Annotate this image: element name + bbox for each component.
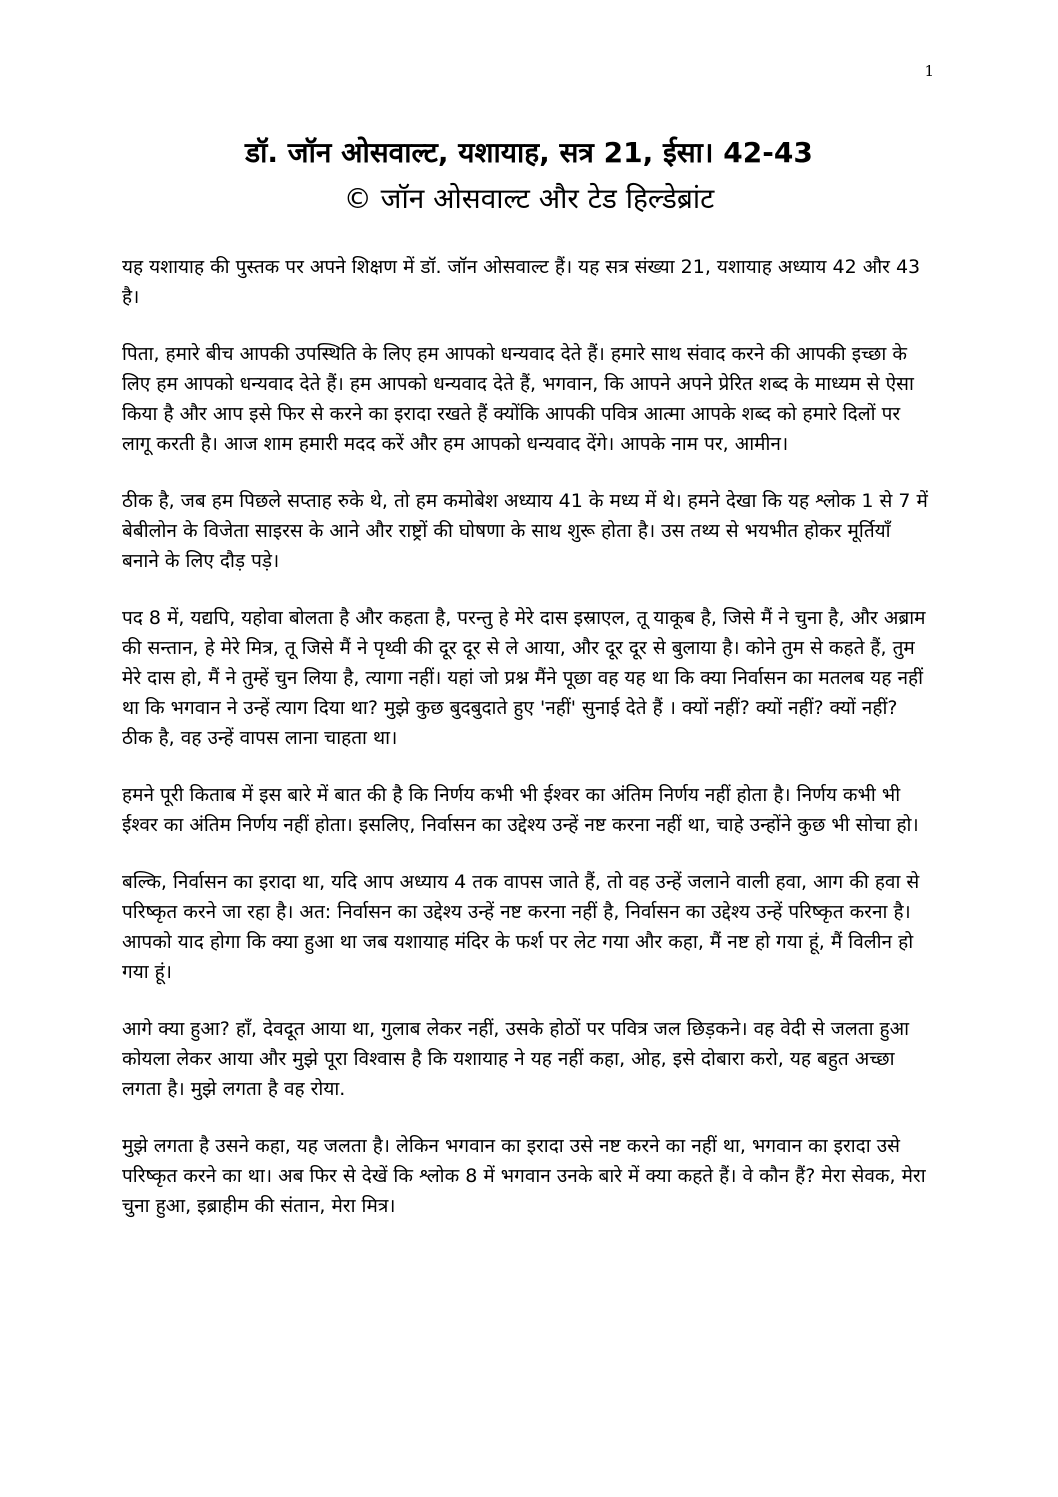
title-line-2: © जॉन ओसवाल्ट और टेड हिल्डेब्रांट: [343, 182, 715, 215]
paragraph: मुझे लगता है उसने कहा, यह जलता है। लेकिन भगवान का इरादा उसे नष्ट करने का नहीं था, भगवान का इरादा उसे परिष्कृत करने का था। अब फिर से देखें कि श्लोक 8 में भगवान उनके बारे में क्या कहते हैं। वे कौन हैं? मेरा सेवक, मेरा चुना हुआ, इब्राहीम की संतान, मेरा मित्र।: [122, 1135, 926, 1217]
paragraph: हमने पूरी किताब में इस बारे में बात की है कि निर्णय कभी भी ईश्वर का अंतिम निर्णय नहीं होता है। निर्णय कभी भी ईश्वर का अंतिम निर्णय नहीं होता। इसलिए, निर्वासन का उद्देश्य उन्हें नष्ट करना नहीं था, चाहे उन्होंने कुछ भी सोचा हो।: [122, 784, 919, 836]
paragraph: ठीक है, जब हम पिछले सप्ताह रुके थे, तो हम कमोबेश अध्याय 41 के मध्य में थे। हमने देखा कि यह श्लोक 1 से 7 में बेबीलोन के विजेता साइरस के आने और राष्ट्रों की घोषणा के साथ शुरू होता है। उस तथ्य से भयभीत होकर मूर्तियाँ बनाने के लिए दौड़ पड़े।: [122, 490, 928, 572]
paragraph-intro: यह यशायाह की पुस्तक पर अपने शिक्षण में डॉ. जॉन ओसवाल्ट हैं। यह सत्र संख्या 21, यशायाह अध्याय 42 और 43 है।: [122, 256, 921, 308]
paragraph: बल्कि, निर्वासन का इरादा था, यदि आप अध्याय 4 तक वापस जाते हैं, तो वह उन्हें जलाने वाली हवा, आग की हवा से परिष्कृत करने जा रहा है। अत: निर्वासन का उद्देश्य उन्हें नष्ट करना नहीं है, निर्वासन का उद्देश्य उन्हें परिष्कृत करना है। आपको याद होगा कि क्या हुआ था जब यशायाह मंदिर के फर्श पर लेट गया और कहा, मैं नष्ट हो गया हूं, मैं विलीन हो गया हूं।: [122, 871, 920, 983]
document-body: [122, 252, 932, 1248]
paragraph-prayer: पिता, हमारे बीच आपकी उपस्थिति के लिए हम आपको धन्यवाद देते हैं। हमारे साथ संवाद करने की आपकी इच्छा के लिए हम आपको धन्यवाद देते हैं। हम आपको धन्यवाद देते हैं, भगवान, कि आपने अपने प्रेरित शब्द के माध्यम से ऐसा किया है और आप इसे फिर से करने का इरादा रखते हैं क्योंकि आपकी पवित्र आत्मा आपके शब्द को हमारे दिलों पर लागू करती है। आज शाम हमारी मदद करें और हम आपको धन्यवाद देंगे। आपके नाम पर, आमीन।: [122, 343, 914, 455]
paragraph: पद 8 में, यद्यपि, यहोवा बोलता है और कहता है, परन्तु हे मेरे दास इस्राएल, तू याकूब है, जिसे मैं ने चुना है, और अब्राम की सन्तान, हे मेरे मित्र, तू जिसे मैं ने पृथ्वी की दूर दूर से ले आया, और दूर दूर से बुलाया है। कोने तुम से कहते हैं, तुम मेरे दास हो, मैं ने तुम्हें चुन लिया है, त्यागा नहीं। यहां जो प्रश्न मैंने पूछा वह यह था कि क्या निर्वासन का मतलब यह नहीं था कि भगवान ने उन्हें त्याग दिया था? मुझे कुछ बुदबुदाते हुए 'नहीं' सुनाई देते हैं । क्यों नहीं? क्यों नहीं? क्यों नहीं? ठीक है, वह उन्हें वापस लाना चाहता था।: [122, 607, 926, 749]
page-number: 1: [924, 62, 934, 80]
title-line-1: डॉ. जॉन ओसवाल्ट, यशायाह, सत्र 21, ईसा। 42-43: [245, 136, 813, 169]
document-title: [60, 130, 998, 222]
paragraph: आगे क्या हुआ? हाँ, देवदूत आया था, गुलाब लेकर नहीं, उसके होठों पर पवित्र जल छिड़कने। वह वेदी से जलता हुआ कोयला लेकर आया और मुझे पूरा विश्वास है कि यशायाह ने यह नहीं कहा, ओह, इसे दोबारा करो, यह बहुत अच्छा लगता है। मुझे लगता है वह रोया.: [122, 1018, 910, 1100]
